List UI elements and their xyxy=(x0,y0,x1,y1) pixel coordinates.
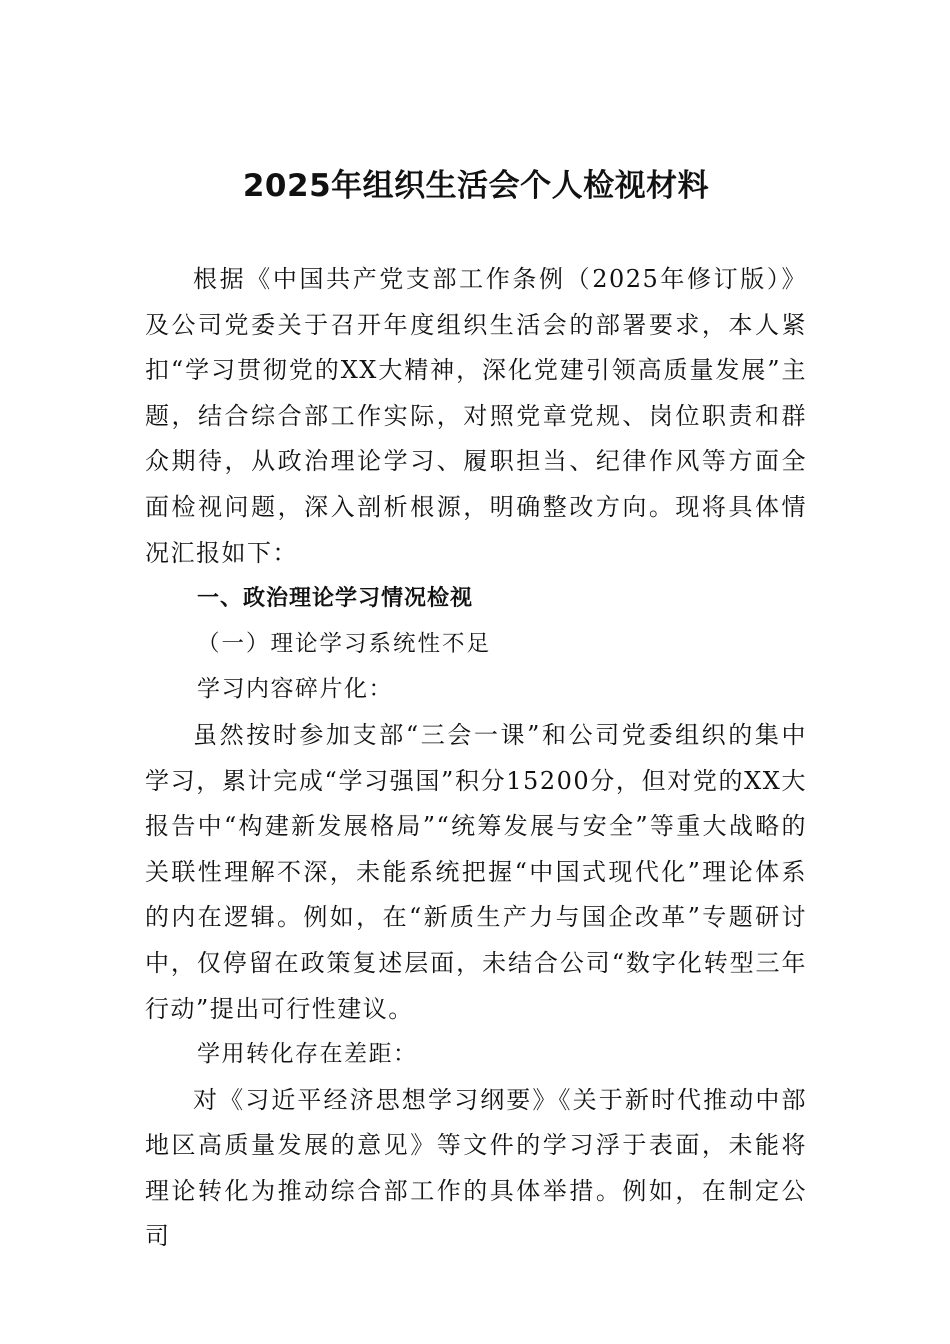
document-body xyxy=(145,257,807,1260)
paragraph-fragmented-study: 虽然按时参加支部“三会一课”和公司党委组织的集中学习，累计完成“学习强国”积分15200分，但对党的XX大报告中“构建新发展格局”“统筹发展与安全”等重大战略的关联性理解不深，未能系统把握“中国式现代化”理论体系的内在逻辑。例如，在“新质生产力与国企改革”专题研讨中，仅停留在政策复述层面，未结合公司“数字化转型三年行动”提出可行性建议。 xyxy=(145,720,807,1023)
item-label-fragmented-study: 学习内容碎片化： xyxy=(197,676,393,703)
document-content xyxy=(145,160,807,1260)
section-heading-political-theory: 一、政治理论学习情况检视 xyxy=(197,586,474,612)
item-label-study-application-gap: 学用转化存在差距： xyxy=(197,1041,418,1068)
subsection-heading-theory-study: （一）理论学习系统性不足 xyxy=(197,630,492,657)
document-title: 2025年组织生活会个人检视材料 xyxy=(242,168,710,204)
paragraph-study-application-gap: 对《习近平经济思想学习纲要》《关于新时代推动中部地区高质量发展的意见》等文件的学习浮于表面，未能将理论转化为推动综合部工作的具体举措。例如，在制定公司 xyxy=(145,1085,807,1251)
intro-paragraph: 根据《中国共产党支部工作条例（2025年修订版）》及公司党委关于召开年度组织生活会的部署要求，本人紧扣“学习贯彻党的XX大精神，深化党建引领高质量发展”主题，结合综合部工作实际，对照党章党规、岗位职责和群众期待，从政治理论学习、履职担当、纪律作风等方面全面检视问题，深入剖析根源，明确整改方向。现将具体情况汇报如下： xyxy=(145,265,807,567)
